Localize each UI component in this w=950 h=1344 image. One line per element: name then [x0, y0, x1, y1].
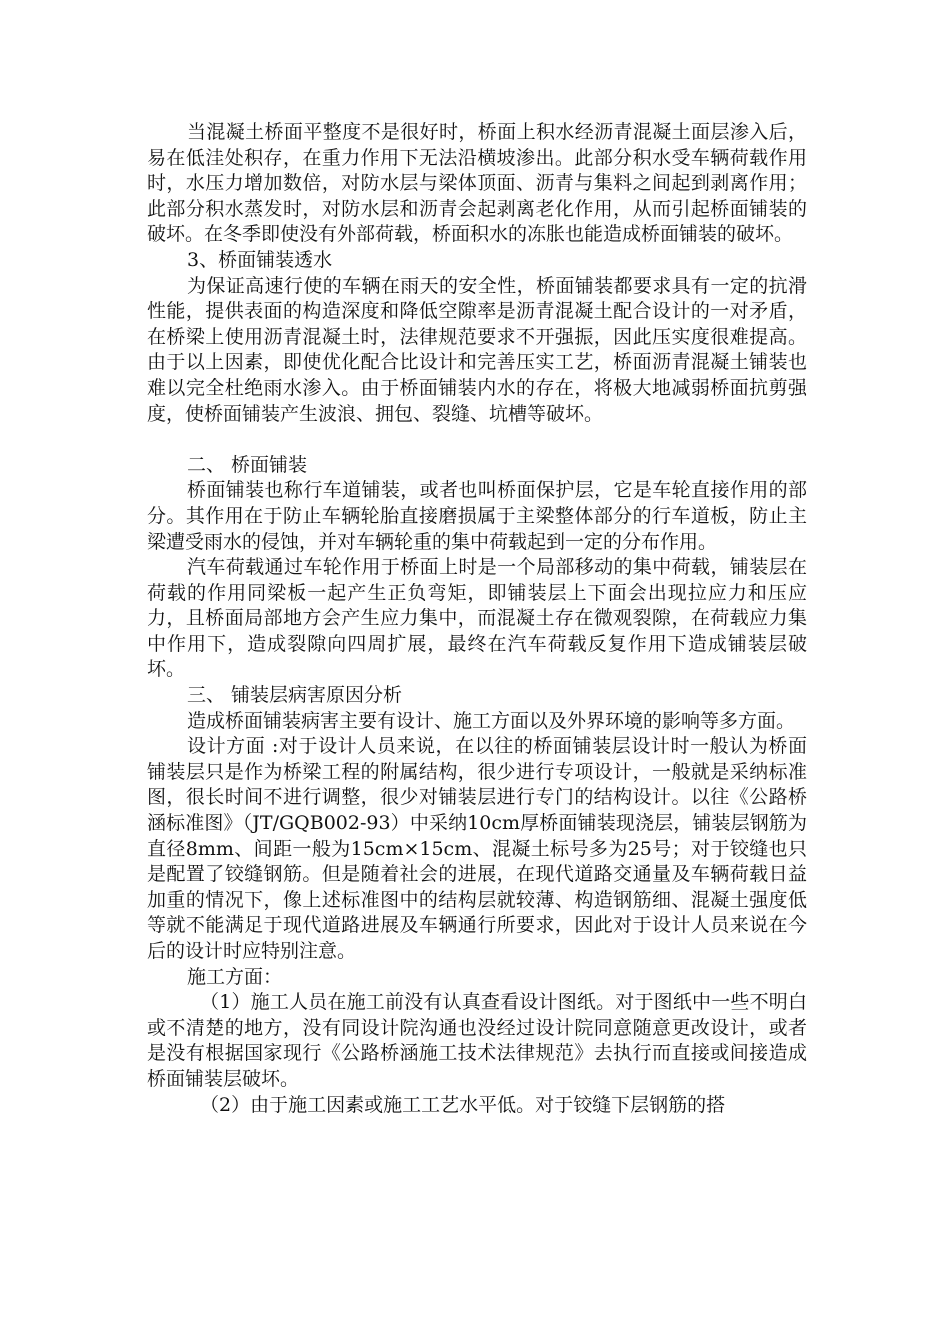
- paragraph-ponding-water: 当混凝土桥面平整度不是很好时，桥面上积水经沥青混凝土面层渗入后，易在低洼处积存，在重力作用下无法沿横坡渗出。此部分积水受车辆荷载作用时，水压力增加数倍，对防水层与梁体顶面、沥青与集料之间起到剥离作用；此部分积水蒸发时，对防水层和沥青会起剥离老化作用，从而引起桥面铺装的破坏。在冬季即使没有外部荷载，桥面积水的冻胀也能造成桥面铺装的破坏。: [147, 121, 807, 246]
- paragraph-causes-overview: 造成桥面铺装病害主要有设计、施工方面以及外界环境的影响等多方面。: [187, 709, 796, 732]
- heading-section-two: 二、 桥面铺装: [187, 453, 308, 476]
- list-item-construction-1: （1）施工人员在施工前没有认真查看设计图纸。对于图纸中一些不明白或不清楚的地方，没有同设计院沟通也没经过设计院同意随意更改设计，或者是没有根据国家现行《公路桥涵施工技术法律规范》去执行而直接或间接造成桥面铺装层破坏。: [147, 991, 807, 1090]
- paragraph-deck-pavement-definition: 桥面铺装也称行车道铺装，或者也叫桥面保护层，它是车轮直接作用的部分。其作用在于防止车辆轮胎直接磨损属于主梁整体部分的行车道板，防止主梁遭受雨水的侵蚀，并对车辆轮重的集中荷载起到一定的分布作用。: [147, 479, 807, 553]
- heading-deck-pavement-seepage: 3、桥面铺装透水: [187, 248, 333, 271]
- heading-construction-aspect: 施工方面：: [187, 965, 283, 988]
- paragraph-design-aspect: 设计方面 :对于设计人员来说，在以往的桥面铺装层设计时一般认为桥面铺装层只是作为桥梁工程的附属结构，很少进行专项设计，一般就是采纳标准图，很长时间不进行调整，很少对铺装层进行专门的结构设计。以往《公路桥涵标准图》（JT/GQB002-93）中采纳10cm厚桥面铺装现浇层，铺装层钢筋为直径8mm、间距一般为15cm×15cm、混凝土标号多为25号；对于铰缝也只是配置了铰缝钢筋。但是随着社会的进展，在现代道路交通量及车辆荷载日益加重的情况下，像上述标准图中的结构层就较薄、构造钢筋细、混凝土强度低等就不能满足于现代道路进展及车辆通行所要求，因此对于设计人员来说在今后的设计时应特别注意。: [147, 735, 807, 962]
- paragraph-vehicle-load: 汽车荷载通过车轮作用于桥面上时是一个局部移动的集中荷载，铺装层在荷载的作用同梁板一起产生正负弯矩，即铺装层上下面会出现拉应力和压应力，且桥面局部地方会产生应力集中，而混凝土存在微观裂隙，在荷载应力集中作用下，造成裂隙向四周扩展，最终在汽车荷载反复作用下造成铺装层破坏。: [147, 556, 807, 681]
- blank-line: [147, 427, 807, 453]
- paragraph-seepage-detail: 为保证高速行使的车辆在雨天的安全性，桥面铺装都要求具有一定的抗滑性能，提供表面的构造深度和降低空隙率是沥青混凝土配合设计的一对矛盾，在桥梁上使用沥青混凝土时，法律规范要求不开强振，因此压实度很难提高。由于以上因素，即使优化配合比设计和完善压实工艺，桥面沥青混凝土铺装也难以完全杜绝雨水渗入。由于桥面铺装内水的存在，将极大地减弱桥面抗剪强度，使桥面铺装产生波浪、拥包、裂缝、坑槽等破坏。: [147, 274, 807, 425]
- heading-section-three: 三、 铺装层病害原因分析: [187, 684, 403, 707]
- document-body: [147, 120, 807, 1118]
- list-item-construction-2: （2）由于施工因素或施工工艺水平低。对于铰缝下层钢筋的搭: [200, 1093, 726, 1116]
